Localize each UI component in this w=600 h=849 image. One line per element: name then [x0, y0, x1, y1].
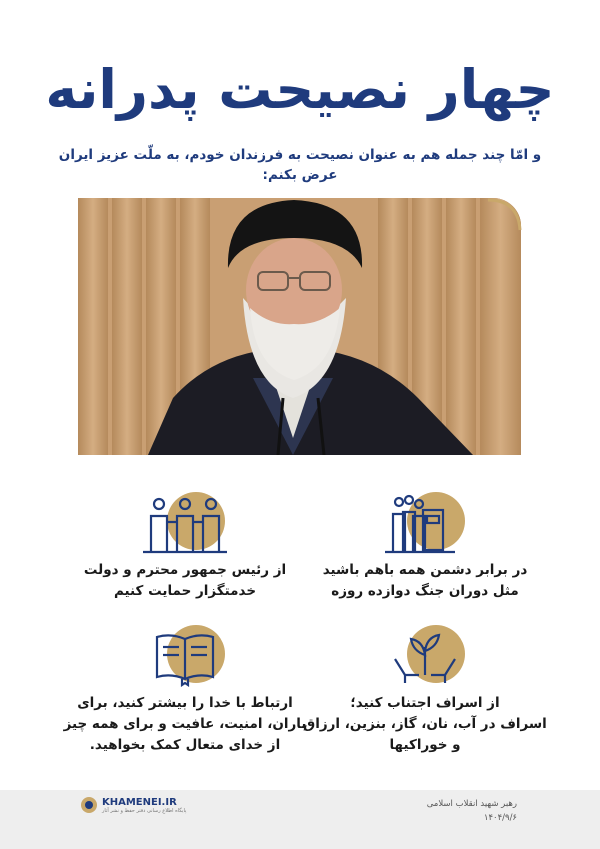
support-icon [135, 492, 235, 554]
page-subtitle: و امّا چند جمله هم به عنوان نصیحت به فرزندان خودم، به ملّت عزیز ایران عرض بکنم: [58, 147, 542, 183]
portrait-illustration [78, 198, 521, 455]
advice-line: از رئیس جمهور محترم و دولت [83, 562, 287, 578]
advice-item-support [60, 492, 310, 602]
rosette-logo-icon [80, 796, 98, 814]
footer-caption [427, 797, 517, 825]
caption-date: ۱۴۰۴/۹/۶ [483, 813, 517, 823]
photo-corner-arc [486, 198, 522, 234]
site-name: KHAMENEI.IR [102, 796, 177, 808]
advice-line: خدمتگزار حمایت کنیم [113, 583, 257, 599]
portrait-photo [78, 198, 521, 455]
advice-item-waste [300, 625, 550, 756]
plant-hands-icon [375, 625, 475, 687]
advice-item-faith [60, 625, 310, 756]
site-subtitle: پایگاه اطلاع رسانی دفتر حفظ و نشر آثار [102, 807, 187, 814]
advice-line: باران، امنیت، عافیت و برای همه چیز [63, 716, 307, 732]
site-logo[interactable] [80, 796, 186, 814]
advice-line: در برابر دشمن همه باهم باشید [322, 562, 528, 578]
advice-line: و خوراکیها [389, 737, 461, 753]
advice-line: مثل دوران جنگ دوازده روزه [331, 583, 519, 599]
caption-title: رهبر شهید انقلاب اسلامی [426, 799, 517, 809]
page-title: چهار نصیحت پدرانه [45, 58, 555, 121]
unity-icon [375, 492, 475, 554]
advice-line: ارتباط با خدا را بیشتر کنید، برای [77, 695, 293, 711]
advice-line: از اسراف اجتناب کنید؛ [350, 695, 500, 711]
advice-line: اسراف در آب، نان، گاز، بنزین، ارزاق [303, 716, 547, 732]
quran-icon [135, 625, 235, 687]
advice-item-unity [300, 492, 550, 602]
advice-line: از خدای متعال کمک بخواهید. [89, 737, 281, 753]
